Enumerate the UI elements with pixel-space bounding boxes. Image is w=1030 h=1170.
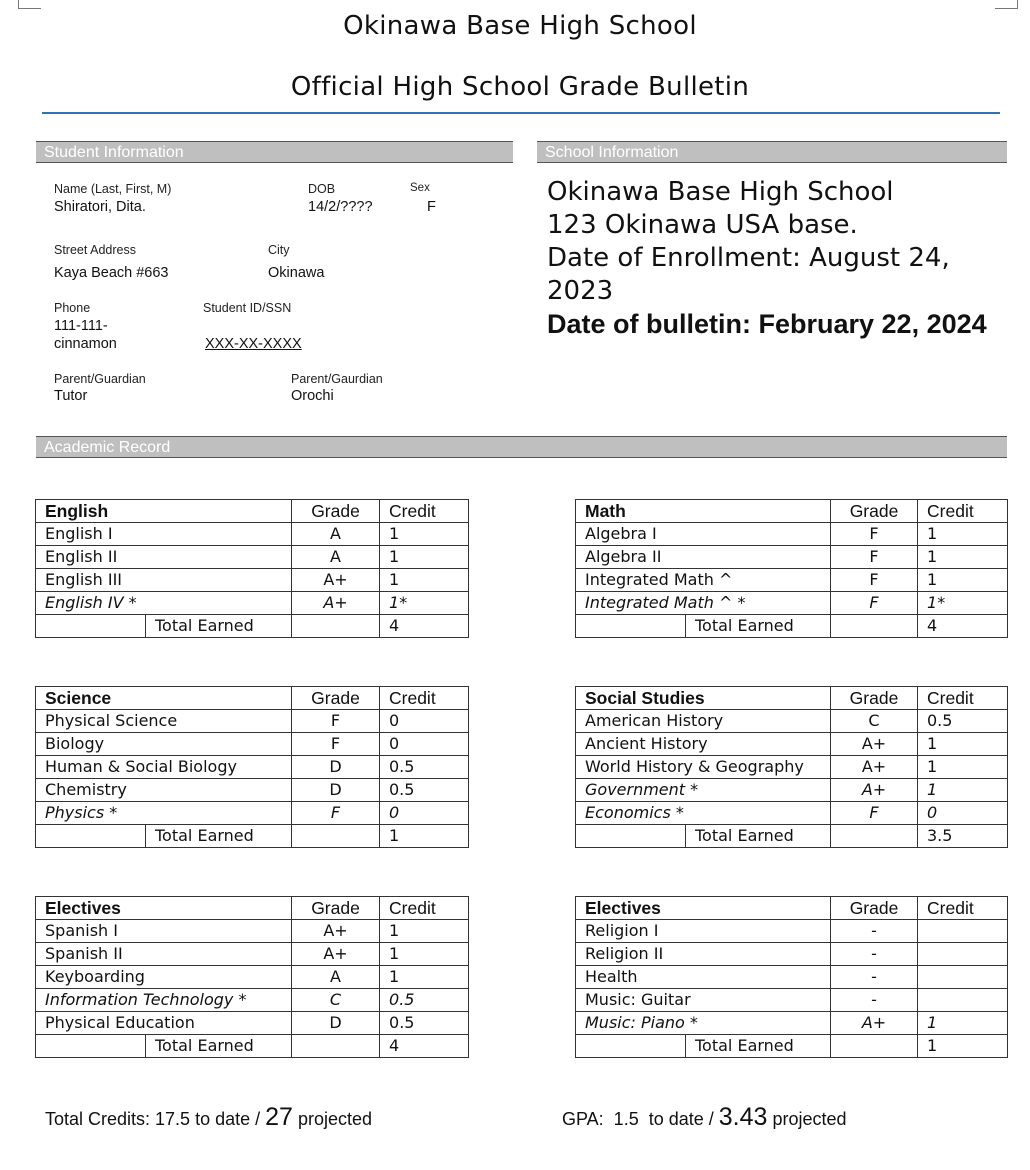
course-credit: 1	[918, 569, 1008, 592]
course-row	[576, 592, 1008, 615]
page-corner-mark	[18, 0, 41, 9]
credit-column-header: Credit	[380, 500, 469, 523]
total-earned-value: 4	[380, 615, 469, 638]
course-credit: 1	[380, 966, 469, 989]
course-credit: 1	[380, 523, 469, 546]
table-header-row	[36, 500, 469, 523]
english-grade-table	[35, 499, 469, 638]
phone-label: Phone	[54, 301, 91, 315]
school-address: 123 Okinawa USA base.	[547, 210, 858, 240]
total-earned-label: Total Earned	[686, 1035, 831, 1058]
table-header-row	[576, 897, 1008, 920]
grade-column-header: Grade	[831, 897, 918, 920]
course-row	[36, 779, 469, 802]
course-row	[576, 546, 1008, 569]
total-earned-value: 1	[918, 1035, 1008, 1058]
guardian-1-label: Parent/Guardian	[54, 372, 146, 386]
phone-line-2: cinnamon	[54, 336, 117, 352]
course-row	[36, 569, 469, 592]
course-grade: A	[292, 546, 380, 569]
category-header: Social Studies	[576, 687, 831, 710]
total-grade-cell	[292, 1035, 380, 1058]
course-credit: 0.5	[918, 710, 1008, 733]
total-spacer-cell	[36, 825, 146, 848]
course-grade: -	[831, 943, 918, 966]
total-row	[36, 825, 469, 848]
course-name: Physical Science	[36, 710, 292, 733]
course-credit: 0.5	[380, 1012, 469, 1035]
course-name: English I	[36, 523, 292, 546]
gpa-projected: 3.43	[718, 1103, 768, 1131]
total-row	[36, 1035, 469, 1058]
page-corner-mark	[995, 0, 1018, 9]
credit-column-header: Credit	[918, 687, 1008, 710]
course-name: Biology	[36, 733, 292, 756]
total-spacer-cell	[576, 825, 686, 848]
table-header-row	[36, 897, 469, 920]
course-credit	[918, 920, 1008, 943]
course-row	[36, 733, 469, 756]
course-row	[36, 920, 469, 943]
total-grade-cell	[831, 1035, 918, 1058]
gpa-projected-label: projected	[772, 1109, 847, 1129]
course-row	[576, 779, 1008, 802]
course-row	[576, 920, 1008, 943]
student-id-label: Student ID/SSN	[203, 301, 292, 315]
total-grade-cell	[292, 825, 380, 848]
total-credits-projected: 27	[265, 1103, 293, 1131]
social-grade-table	[575, 686, 1008, 848]
course-credit: 1	[380, 569, 469, 592]
course-row	[36, 943, 469, 966]
total-row	[576, 825, 1008, 848]
course-row	[36, 546, 469, 569]
course-name: English II	[36, 546, 292, 569]
course-credit: 1	[918, 733, 1008, 756]
city: Okinawa	[268, 265, 325, 281]
course-grade: F	[831, 569, 918, 592]
grade-column-header: Grade	[292, 500, 380, 523]
course-name: Human & Social Biology	[36, 756, 292, 779]
category-header: Math	[576, 500, 831, 523]
school-name: Okinawa Base High School	[547, 177, 894, 207]
course-credit: 1	[380, 920, 469, 943]
phone-line-1: 111-111-	[54, 318, 108, 334]
course-grade: A+	[831, 779, 918, 802]
course-name: English III	[36, 569, 292, 592]
course-credit: 0.5	[380, 756, 469, 779]
course-credit: 1	[380, 546, 469, 569]
category-header: English	[36, 500, 292, 523]
course-grade: A+	[292, 592, 380, 615]
course-name: Information Technology *	[36, 989, 292, 1012]
academic-record-header: Academic Record	[36, 436, 1007, 458]
student-sex: F	[427, 199, 436, 215]
course-grade: F	[831, 546, 918, 569]
course-name: Economics *	[576, 802, 831, 825]
course-name: Religion II	[576, 943, 831, 966]
course-row	[576, 710, 1008, 733]
course-grade: A	[292, 523, 380, 546]
sex-label: Sex	[410, 182, 430, 194]
total-spacer-cell	[576, 1035, 686, 1058]
course-name: Algebra I	[576, 523, 831, 546]
city-label: City	[268, 243, 290, 257]
course-credit: 1*	[918, 592, 1008, 615]
course-name: Spanish I	[36, 920, 292, 943]
table-header-row	[36, 687, 469, 710]
credit-column-header: Credit	[918, 897, 1008, 920]
grade-column-header: Grade	[831, 500, 918, 523]
course-credit: 0	[380, 802, 469, 825]
course-grade: A+	[831, 756, 918, 779]
course-name: Physics *	[36, 802, 292, 825]
course-row	[576, 523, 1008, 546]
course-name: Integrated Math ^ *	[576, 592, 831, 615]
course-row	[576, 569, 1008, 592]
course-credit: 0	[918, 802, 1008, 825]
total-credits-to-date: Total Credits: 17.5 to date /	[45, 1109, 261, 1129]
school-name-title: Okinawa Base High School	[343, 11, 697, 41]
course-credit: 0.5	[380, 779, 469, 802]
course-name: Government *	[576, 779, 831, 802]
course-name: Chemistry	[36, 779, 292, 802]
total-row	[576, 1035, 1008, 1058]
course-grade: F	[831, 523, 918, 546]
course-name: American History	[576, 710, 831, 733]
course-row	[576, 989, 1008, 1012]
course-name: Ancient History	[576, 733, 831, 756]
course-grade: F	[831, 802, 918, 825]
total-earned-label: Total Earned	[686, 615, 831, 638]
course-credit: 0	[380, 710, 469, 733]
electives2-grade-table	[575, 896, 1008, 1058]
course-name: Physical Education	[36, 1012, 292, 1035]
course-name: World History & Geography	[576, 756, 831, 779]
course-row	[576, 756, 1008, 779]
bulletin-date: Date of bulletin: February 22, 2024	[547, 309, 987, 339]
total-grade-cell	[292, 615, 380, 638]
course-grade: D	[292, 756, 380, 779]
total-earned-label: Total Earned	[146, 1035, 292, 1058]
school-information-header: School Information	[537, 141, 1007, 163]
course-credit: 1	[918, 779, 1008, 802]
student-name: Shiratori, Dita.	[54, 199, 146, 215]
course-row	[576, 733, 1008, 756]
course-grade: A	[292, 966, 380, 989]
street-address-label: Street Address	[54, 243, 136, 257]
course-name: Integrated Math ^	[576, 569, 831, 592]
total-earned-label: Total Earned	[146, 615, 292, 638]
course-credit: 1	[918, 546, 1008, 569]
total-spacer-cell	[36, 615, 146, 638]
course-row	[36, 756, 469, 779]
grade-column-header: Grade	[292, 897, 380, 920]
course-grade: F	[831, 592, 918, 615]
total-grade-cell	[831, 615, 918, 638]
gpa-summary	[562, 1103, 847, 1132]
course-row	[576, 966, 1008, 989]
course-row	[36, 523, 469, 546]
category-header: Electives	[36, 897, 292, 920]
category-header: Electives	[576, 897, 831, 920]
course-name: Algebra II	[576, 546, 831, 569]
total-spacer-cell	[36, 1035, 146, 1058]
course-credit: 0.5	[380, 989, 469, 1012]
total-earned-value: 1	[380, 825, 469, 848]
course-grade: -	[831, 920, 918, 943]
course-credit	[918, 966, 1008, 989]
total-row	[576, 615, 1008, 638]
total-earned-value: 4	[918, 615, 1008, 638]
course-row	[36, 710, 469, 733]
course-grade: -	[831, 966, 918, 989]
dob-label: DOB	[308, 182, 336, 196]
total-credits-projected-label: projected	[297, 1109, 373, 1129]
total-credits-summary	[45, 1103, 372, 1132]
student-id: XXX-XX-XXXX	[205, 336, 302, 352]
course-row	[36, 1012, 469, 1035]
course-grade: C	[292, 989, 380, 1012]
electives1-grade-table	[35, 896, 469, 1058]
total-grade-cell	[831, 825, 918, 848]
total-spacer-cell	[576, 615, 686, 638]
enrollment-date-line-1: Date of Enrollment: August 24,	[547, 243, 950, 273]
total-row	[36, 615, 469, 638]
course-name: Music: Guitar	[576, 989, 831, 1012]
course-grade: F	[292, 710, 380, 733]
guardian-2-label: Parent/Gaurdian	[291, 372, 383, 386]
enrollment-date-line-2: 2023	[547, 276, 614, 306]
course-credit: 1*	[380, 592, 469, 615]
course-row	[36, 966, 469, 989]
grade-column-header: Grade	[292, 687, 380, 710]
course-name: Music: Piano *	[576, 1012, 831, 1035]
course-name: Religion I	[576, 920, 831, 943]
course-credit: 1	[918, 756, 1008, 779]
credit-column-header: Credit	[380, 897, 469, 920]
math-grade-table	[575, 499, 1008, 638]
guardian-2: Orochi	[291, 388, 334, 404]
course-credit	[918, 989, 1008, 1012]
course-grade: F	[292, 733, 380, 756]
gpa-to-date: GPA: 1.5 to date /	[562, 1109, 714, 1129]
student-dob: 14/2/????	[308, 199, 373, 215]
grade-column-header: Grade	[831, 687, 918, 710]
credit-column-header: Credit	[918, 500, 1008, 523]
course-grade: D	[292, 779, 380, 802]
course-name: Keyboarding	[36, 966, 292, 989]
course-name: Health	[576, 966, 831, 989]
course-grade: A+	[292, 569, 380, 592]
course-grade: C	[831, 710, 918, 733]
document-title: Official High School Grade Bulletin	[290, 72, 750, 102]
course-credit: 1	[918, 1012, 1008, 1035]
course-grade: D	[292, 1012, 380, 1035]
course-grade: A+	[292, 920, 380, 943]
course-row	[576, 943, 1008, 966]
street-address: Kaya Beach #663	[54, 265, 169, 281]
course-row	[36, 989, 469, 1012]
course-grade: A+	[292, 943, 380, 966]
table-header-row	[576, 500, 1008, 523]
student-information-header: Student Information	[36, 141, 513, 163]
guardian-1: Tutor	[54, 388, 88, 404]
credit-column-header: Credit	[380, 687, 469, 710]
course-grade: A+	[831, 733, 918, 756]
science-grade-table	[35, 686, 469, 848]
course-name: English IV *	[36, 592, 292, 615]
table-header-row	[576, 687, 1008, 710]
title-divider	[42, 112, 1000, 114]
course-credit	[918, 943, 1008, 966]
school-information-block	[547, 176, 1007, 341]
course-row	[36, 802, 469, 825]
total-earned-label: Total Earned	[686, 825, 831, 848]
course-grade: -	[831, 989, 918, 1012]
course-credit: 1	[380, 943, 469, 966]
course-credit: 1	[918, 523, 1008, 546]
course-row	[576, 802, 1008, 825]
total-earned-value: 4	[380, 1035, 469, 1058]
total-earned-value: 3.5	[918, 825, 1008, 848]
course-row	[576, 1012, 1008, 1035]
course-row	[36, 592, 469, 615]
total-earned-label: Total Earned	[146, 825, 292, 848]
category-header: Science	[36, 687, 292, 710]
course-grade: A+	[831, 1012, 918, 1035]
course-name: Spanish II	[36, 943, 292, 966]
course-grade: F	[292, 802, 380, 825]
course-credit: 0	[380, 733, 469, 756]
name-label: Name (Last, First, M)	[54, 182, 172, 196]
